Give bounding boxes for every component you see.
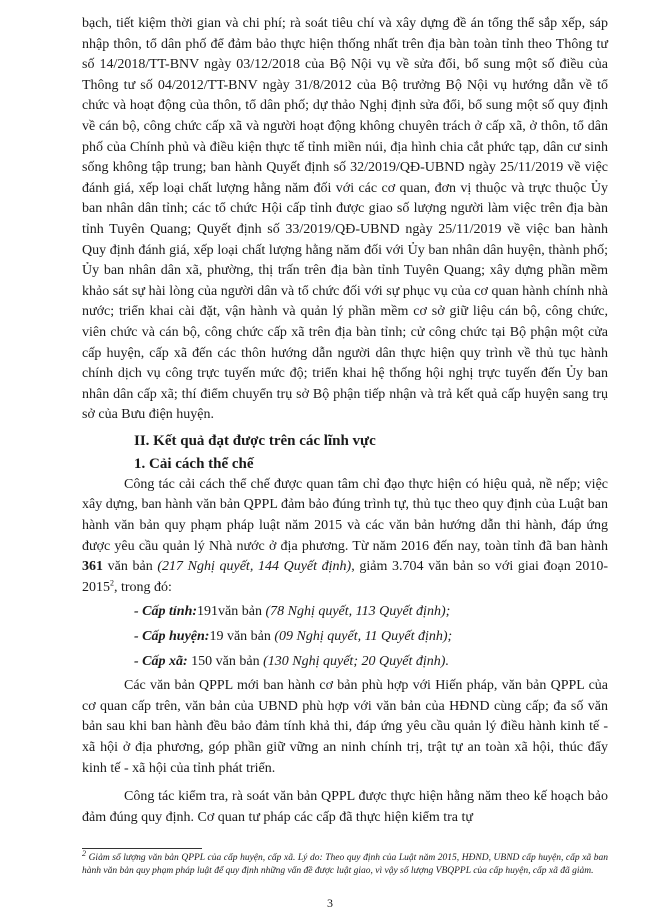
paragraph-inspection: Công tác kiểm tra, rà soát văn bản QPPL được thực hiện hằng năm theo kế hoạch bảo đảm đúng quy định. Cơ quan tư pháp các cấp đã thực hiện kiểm tra tự [82, 789, 608, 825]
footnote-text: Giảm số lượng văn bản QPPL của cấp huyện, cấp xã. Lý do: Theo quy định của Luật năm 2015, HĐND, UBND cấp huyện, cấp xã ban hành văn bản quy phạm pháp luật để quy định những vấn đề được luật giao, vì vậy số lượng VBQPPL của cấp huyện, cấp xã đã giảm. [82, 853, 608, 876]
level-label: - Cấp huyện: [134, 629, 210, 645]
footnote-divider [82, 848, 202, 849]
page-number: 3 [327, 896, 333, 910]
level-label: - Cấp xã: [134, 653, 188, 669]
institution-text-end: , trong đó: [114, 579, 172, 595]
level-item-province [134, 602, 608, 623]
footnote-marker: 2 [82, 848, 86, 858]
section-heading: II. Kết quả đạt được trên các lĩnh vực [134, 432, 376, 449]
total-documents-detail: (217 Nghị quyết, 144 Quyết định) [157, 559, 352, 575]
level-label: - Cấp tỉnh: [134, 604, 198, 620]
subsection-heading: 1. Cải cách thể chế [134, 455, 254, 472]
paragraph-institution [82, 475, 608, 599]
level-value: 19 văn bản [209, 629, 275, 645]
total-documents-count: 361 [82, 559, 103, 575]
level-item-district [134, 627, 608, 648]
level-detail: (78 Nghị quyết, 113 Quyết định); [265, 604, 451, 620]
paragraph-intro: bạch, tiết kiệm thời gian và chi phí; rà soát tiêu chí và xây dựng đề án tổng thể sắp xếp, sáp nhập thôn, tổ dân phố để đảm bảo thực hiện thống nhất trên địa bàn toàn tỉnh theo Thông tư số 14/2018/TT-BNV ngày 03/12/2018 của Bộ Nội vụ về sửa đổi, bổ sung một số điều của Thông tư số 04/2012/TT-BNV ngày 31/8/2012 của Bộ trưởng Bộ Nội vụ hướng dẫn về tổ chức và hoạt động của thôn, tổ dân phố; dự thảo Nghị định sửa đổi, bổ sung một số quy định về cán bộ, công chức cấp xã và người hoạt động không chuyên trách ở cấp xã, ở thôn, tổ dân phố của Chính phủ và điều kiện thực tế tỉnh miền núi, địa hình chia cắt phức tạp, dân cư sinh sống không tập trung; ban hành Quyết định số 32/2019/QĐ-UBND ngày 25/11/2019 về việc đánh giá, xếp loại chất lượng hằng năm đối với các cơ quan, đơn vị thuộc và trực thuộc Ủy ban nhân dân tỉnh; các tổ chức Hội cấp tỉnh được giao số lượng người làm việc trên địa bàn tỉnh Tuyên Quang; Quyết định số 33/2019/QĐ-UBND ngày 25/11/2019 về việc ban hành Quy định đánh giá, xếp loại chất lượng hằng năm đối với Ủy ban nhân dân huyện, thành phố; Ủy ban nhân dân xã, phường, thị trấn trên địa bàn tỉnh Tuyên Quang; xây dựng phần mềm khảo sát sự hài lòng của người dân và tổ chức đối với sự phục vụ của cơ quan hành chính nhà nước; triển khai cài đặt, vận hành và quản lý phần mềm cơ sở giữ liệu cán bộ, công chức, viên chức và cán bộ, công chức cấp xã trên địa bàn tỉnh; cử công chức tại Bộ phận một cửa cấp huyện, cấp xã đến các thôn hướng dẫn người dân thực hiện quy trình về thủ tục hành chính dịch vụ công trực tuyến mức độ; triển khai hệ thống hội nghị trực tuyến đến Ủy ban nhân dân cấp xã; thí điểm chuyển trụ sở Bộ phận tiếp nhận và trả kết quả cấp huyện sang trụ sở của Bưu điện huyện. [82, 16, 608, 423]
footnote [82, 848, 608, 878]
level-detail: (09 Nghị quyết, 11 Quyết định); [274, 629, 453, 645]
level-detail: (130 Nghị quyết; 20 Quyết định). [263, 653, 449, 669]
paragraph-conformity: Các văn bản QPPL mới ban hành cơ bản phù hợp với Hiến pháp, văn bản QPPL của cơ quan cấp trên, văn bản của UBND phù hợp với văn bản của HĐND cùng cấp; đa số văn bản sau khi ban hành đều bảo đảm tính khả thi, đáp ứng yêu cầu quản lý điều hành kinh tế - xã hội ở địa phương, góp phần giữ vững an ninh chính trị, trật tự an toàn xã hội, thúc đẩy kinh tế - xã hội của tỉnh phát triển. [82, 678, 608, 776]
institution-text-2: văn bản [103, 559, 158, 575]
level-value: 191văn bản [197, 604, 266, 620]
institution-text-3: , giảm 3.704 văn bản so với giai đoạn 2010-2015 [82, 559, 609, 595]
footnote-reference: 2 [110, 578, 114, 588]
level-item-commune [134, 652, 608, 673]
institution-text: Công tác cải cách thể chế được quan tâm chỉ đạo thực hiện có hiệu quả, nề nếp; việc xây dựng, ban hành văn bản QPPL đảm bảo đúng trình tự, thủ tục theo quy định của Luật ban hành văn bản quy phạm pháp luật năm 2015 và các văn bản hướng dẫn thi hành, đáp ứng được yêu cầu quản lý Nhà nước ở địa phương. Từ năm 2016 đến nay, toàn tỉnh đã ban hành [82, 476, 608, 554]
level-value: 150 văn bản [187, 653, 264, 669]
